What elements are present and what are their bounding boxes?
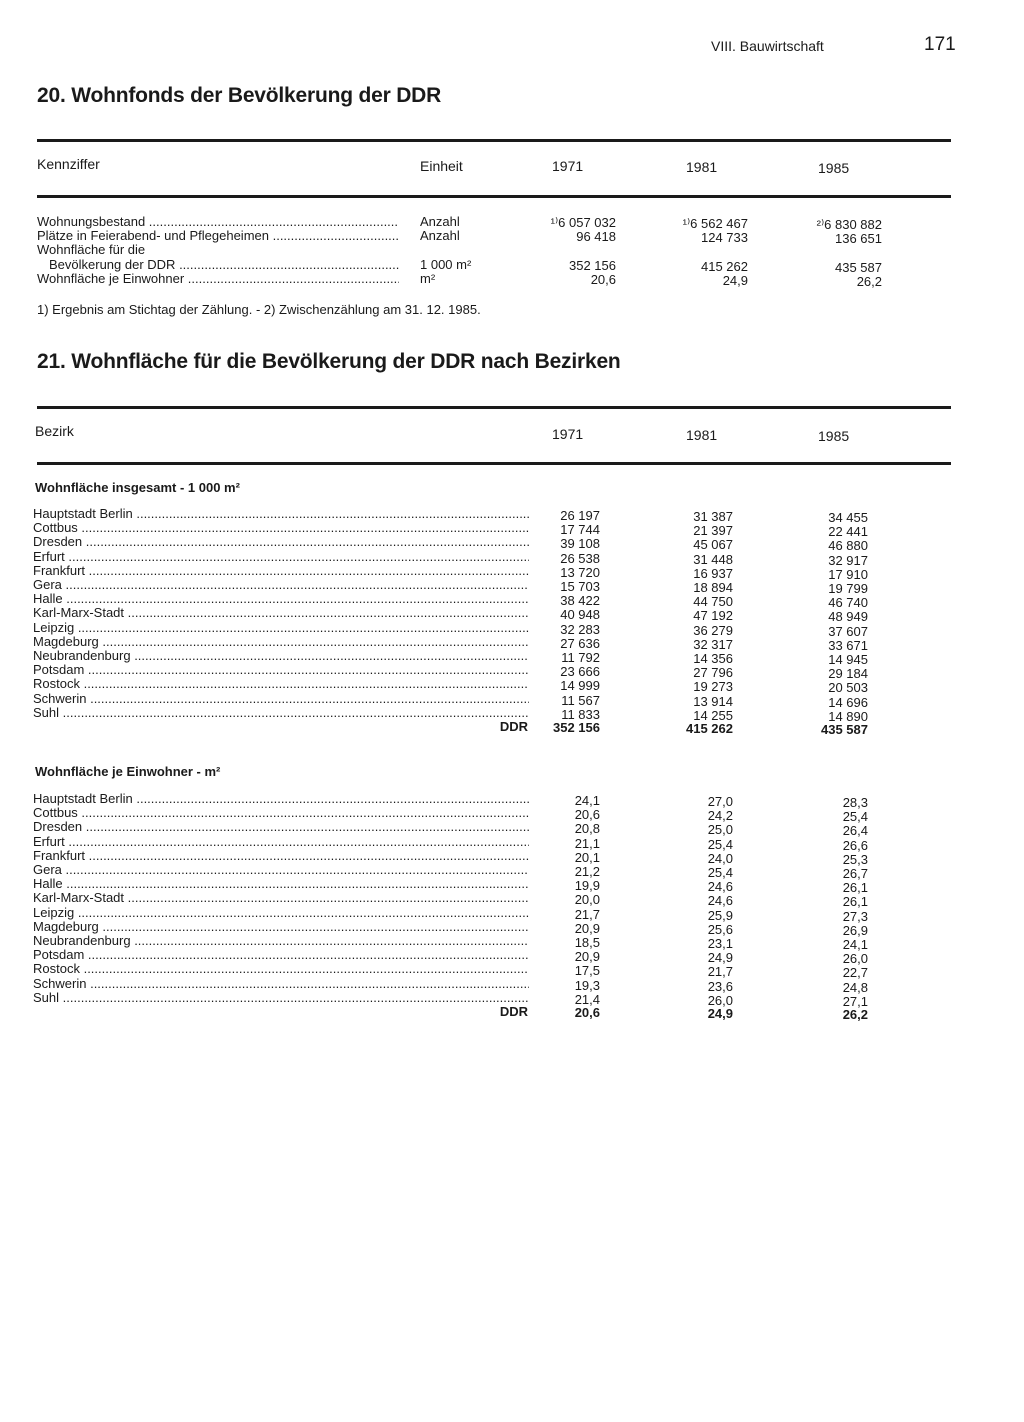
district-value-1971: 11 833 <box>561 706 600 722</box>
district-value-1971: 38 422 <box>560 593 600 609</box>
district-value-1981: 26,0 <box>707 992 733 1008</box>
table20-row-unit: 1 000 m² <box>420 257 472 272</box>
district-value-1985: 37 607 <box>828 623 868 639</box>
district-label: Potsdam ..... <box>33 948 529 962</box>
district-label: Schwerin ..... <box>33 692 529 706</box>
district-value-1971: 21,4 <box>574 991 600 1007</box>
district-label: Erfurt ..... <box>33 550 529 564</box>
district-value-1971: 11 792 <box>561 650 600 665</box>
table20-row-value-1981: 24,9 <box>722 273 748 288</box>
total-value-1981: 415 262 <box>686 721 733 736</box>
table21-col-1971: 1971 <box>552 426 584 442</box>
district-value-1981: 44 750 <box>693 594 733 610</box>
district-label: Potsdam ..... <box>33 663 529 677</box>
section-header: VIII. Bauwirtschaft <box>711 38 824 54</box>
district-value-1985: 26,9 <box>842 922 868 938</box>
district-value-1971: 32 283 <box>560 621 600 637</box>
table20-row-label: Plätze in Feierabend- und Pflegeheimen ..... <box>37 229 399 243</box>
total-label: DDR <box>499 1004 528 1019</box>
district-label: Frankfurt ..... <box>33 564 529 578</box>
district-value-1985: 27,1 <box>842 993 868 1009</box>
table20-row-value-1971 <box>510 244 616 258</box>
district-value-1981: 24,6 <box>707 893 733 909</box>
district-label: Halle ..... <box>33 877 529 891</box>
district-label: Leipzig ..... <box>33 906 529 920</box>
district-label: Neubrandenburg ..... <box>33 649 529 663</box>
district-value-1981: 36 279 <box>693 622 733 638</box>
total-label: DDR <box>499 719 528 734</box>
district-value-1985: 34 455 <box>828 510 868 525</box>
district-label: Hauptstadt Berlin ..... <box>33 507 529 521</box>
district-value-1985: 26,0 <box>842 951 868 967</box>
district-value-1981: 24,0 <box>707 850 733 866</box>
district-value-1981: 32 317 <box>693 636 733 652</box>
table20-top-rule <box>37 139 951 142</box>
district-value-1985: 48 949 <box>828 609 868 625</box>
district-value-1985: 32 917 <box>828 552 868 568</box>
table20-row-value-1985: 435 587 <box>835 260 882 275</box>
district-value-1985: 27,3 <box>842 908 868 924</box>
district-value-1981: 25,9 <box>707 907 733 923</box>
total-value-1971: 352 156 <box>553 720 600 735</box>
district-value-1985: 46 880 <box>828 538 868 554</box>
district-value-1981: 27 796 <box>693 665 733 681</box>
district-value-1971: 20,0 <box>574 892 600 908</box>
district-value-1985: 14 696 <box>828 694 868 710</box>
district-label: Cottbus ..... <box>33 806 529 820</box>
total-value-1985: 435 587 <box>821 722 868 737</box>
district-value-1981: 14 356 <box>693 651 733 666</box>
total-value-1981: 24,9 <box>707 1006 733 1021</box>
table20-col-kennziffer: Kennziffer <box>37 156 100 172</box>
district-label: Neubrandenburg ..... <box>33 934 529 948</box>
table20-row-value-1981 <box>640 245 748 259</box>
district-value-1971: 24,1 <box>574 793 600 808</box>
district-value-1981: 24,9 <box>707 950 733 966</box>
district-value-1981: 25,0 <box>707 822 733 838</box>
district-value-1971: 13 720 <box>560 564 600 580</box>
table20-col-1985: 1985 <box>818 160 850 176</box>
district-value-1985: 25,4 <box>842 809 868 825</box>
district-value-1981: 14 255 <box>693 707 733 723</box>
district-value-1971: 19,3 <box>574 977 600 993</box>
district-value-1985: 22 441 <box>828 524 868 540</box>
district-value-1985: 20 503 <box>828 680 868 696</box>
total-value-1971: 20,6 <box>574 1005 600 1020</box>
table20-row-value-1985 <box>770 246 882 260</box>
district-value-1971: 21,7 <box>574 906 600 922</box>
table21-title: 21. Wohnfläche für die Bevölkerung der DDR nach Bezirken <box>37 350 621 373</box>
table20-col-1981: 1981 <box>686 159 718 175</box>
district-value-1981: 18 894 <box>693 580 733 595</box>
district-label: Magdeburg ..... <box>33 635 529 649</box>
district-value-1981: 21,7 <box>707 964 733 980</box>
district-label: Leipzig ..... <box>33 621 529 635</box>
district-value-1985: 28,3 <box>842 795 868 810</box>
table20-row-value-1985: 136 651 <box>835 231 882 246</box>
district-label: Schwerin ..... <box>33 977 529 991</box>
table21-header-rule <box>37 462 951 465</box>
district-value-1985: 24,1 <box>842 937 868 952</box>
district-value-1981: 31 448 <box>693 551 733 567</box>
district-label: Erfurt ..... <box>33 835 529 849</box>
table21-top-rule <box>37 406 951 409</box>
district-value-1985: 19 799 <box>828 581 868 596</box>
district-value-1971: 17 744 <box>560 522 600 538</box>
total-value-1985: 26,2 <box>842 1007 868 1022</box>
table20-row-label: Bevölkerung der DDR ..... <box>49 258 399 272</box>
table20-row-unit: m² <box>420 271 436 286</box>
district-value-1985: 46 740 <box>828 595 868 611</box>
district-value-1981: 27,0 <box>707 794 733 809</box>
district-value-1971: 20,9 <box>574 920 600 936</box>
table20-col-1971: 1971 <box>552 158 584 174</box>
district-label: Hauptstadt Berlin ..... <box>33 792 529 806</box>
district-value-1971: 21,2 <box>574 864 600 879</box>
district-value-1981: 13 914 <box>693 693 733 709</box>
district-value-1985: 14 945 <box>828 652 868 667</box>
table20-row-value-1981: 415 262 <box>701 259 748 274</box>
table20-row-label: Wohnfläche für die <box>37 243 146 257</box>
district-label: Dresden ..... <box>33 820 529 834</box>
district-value-1981: 31 387 <box>693 509 733 524</box>
district-value-1971: 20,8 <box>574 821 600 837</box>
table21-section2-heading: Wohnfläche je Einwohner - m² <box>35 764 221 779</box>
table20-col-einheit: Einheit <box>420 158 463 174</box>
district-label: Rostock ..... <box>33 962 529 976</box>
district-value-1981: 25,4 <box>707 865 733 880</box>
district-value-1981: 23,1 <box>707 936 733 951</box>
district-value-1981: 21 397 <box>693 523 733 539</box>
district-value-1985: 24,8 <box>842 979 868 995</box>
table21-col-1985: 1985 <box>818 428 850 444</box>
table20-row-value-1971: 352 156 <box>569 258 616 273</box>
district-value-1981: 19 273 <box>693 679 733 695</box>
district-label: Frankfurt ..... <box>33 849 529 863</box>
district-value-1971: 14 999 <box>560 678 600 694</box>
district-value-1985: 26,1 <box>842 894 868 910</box>
district-label: Karl-Marx-Stadt ..... <box>33 606 529 620</box>
district-value-1971: 20,9 <box>574 949 600 965</box>
table20-row-value-1971: 96 418 <box>576 229 616 244</box>
district-label: Halle ..... <box>33 592 529 606</box>
district-value-1985: 26,4 <box>842 823 868 839</box>
district-value-1985: 14 890 <box>828 708 868 724</box>
district-value-1985: 26,6 <box>842 837 868 853</box>
district-label: Rostock ..... <box>33 677 529 691</box>
district-value-1971: 11 567 <box>561 692 600 708</box>
table20-header-rule <box>37 195 951 198</box>
district-value-1985: 26,1 <box>842 880 868 896</box>
district-label: Magdeburg ..... <box>33 920 529 934</box>
table20-row-label: Wohnfläche je Einwohner ..... <box>37 272 399 286</box>
district-value-1971: 18,5 <box>574 935 600 950</box>
table20-row-unit: Anzahl <box>420 214 460 229</box>
table21-col-bezirk: Bezirk <box>35 423 74 439</box>
district-value-1985: 25,3 <box>842 851 868 867</box>
district-label: Suhl ..... <box>33 991 529 1005</box>
district-value-1981: 24,2 <box>707 808 733 824</box>
district-value-1981: 47 192 <box>693 608 733 624</box>
district-value-1971: 19,9 <box>574 878 600 894</box>
district-label: Cottbus ..... <box>33 521 529 535</box>
district-label: Gera ..... <box>33 863 529 877</box>
district-value-1971: 20,1 <box>574 849 600 865</box>
district-label: Dresden ..... <box>33 535 529 549</box>
district-value-1981: 16 937 <box>693 565 733 581</box>
table20-row-value-1981: 124 733 <box>701 230 748 245</box>
table20-row-value-1985: ²⁾6 830 882 <box>816 217 882 232</box>
table20-row-unit <box>420 243 510 257</box>
table20-row-label: Wohnungsbestand ..... <box>37 215 399 229</box>
district-value-1981: 45 067 <box>693 537 733 553</box>
table21-col-1981: 1981 <box>686 427 718 443</box>
table20-row-unit: Anzahl <box>420 228 460 243</box>
district-value-1985: 26,7 <box>842 866 868 881</box>
table20-row-value-1971: ¹⁾6 057 032 <box>550 215 616 230</box>
table20-row-value-1985: 26,2 <box>856 274 882 289</box>
district-value-1981: 25,4 <box>707 836 733 852</box>
district-value-1971: 21,1 <box>574 835 600 851</box>
table20-title: 20. Wohnfonds der Bevölkerung der DDR <box>37 84 442 107</box>
district-value-1971: 39 108 <box>560 536 600 552</box>
table21-section1-heading: Wohnfläche insgesamt - 1 000 m² <box>35 480 240 495</box>
page-number: 171 <box>924 34 956 55</box>
district-label: Gera ..... <box>33 578 529 592</box>
district-value-1971: 26 538 <box>560 550 600 566</box>
district-value-1981: 25,6 <box>707 921 733 937</box>
district-value-1985: 17 910 <box>828 566 868 582</box>
district-value-1971: 15 703 <box>560 579 600 594</box>
table20-row-value-1971: 20,6 <box>590 272 616 287</box>
district-value-1971: 17,5 <box>574 963 600 979</box>
district-value-1985: 22,7 <box>842 965 868 981</box>
district-value-1971: 40 948 <box>560 607 600 623</box>
district-value-1971: 27 636 <box>560 635 600 651</box>
district-value-1985: 33 671 <box>828 637 868 653</box>
district-value-1985: 29 184 <box>828 666 868 682</box>
table20-footnote: 1) Ergebnis am Stichtag der Zählung. - 2) Zwischenzählung am 31. 12. 1985. <box>37 302 481 317</box>
district-value-1971: 26 197 <box>560 508 600 523</box>
district-label: Karl-Marx-Stadt ..... <box>33 891 529 905</box>
district-value-1971: 20,6 <box>574 807 600 823</box>
table20-row-value-1981: ¹⁾6 562 467 <box>682 216 748 231</box>
district-value-1981: 24,6 <box>707 879 733 895</box>
district-label: Suhl ..... <box>33 706 529 720</box>
district-value-1971: 23 666 <box>560 664 600 680</box>
district-value-1981: 23,6 <box>707 978 733 994</box>
